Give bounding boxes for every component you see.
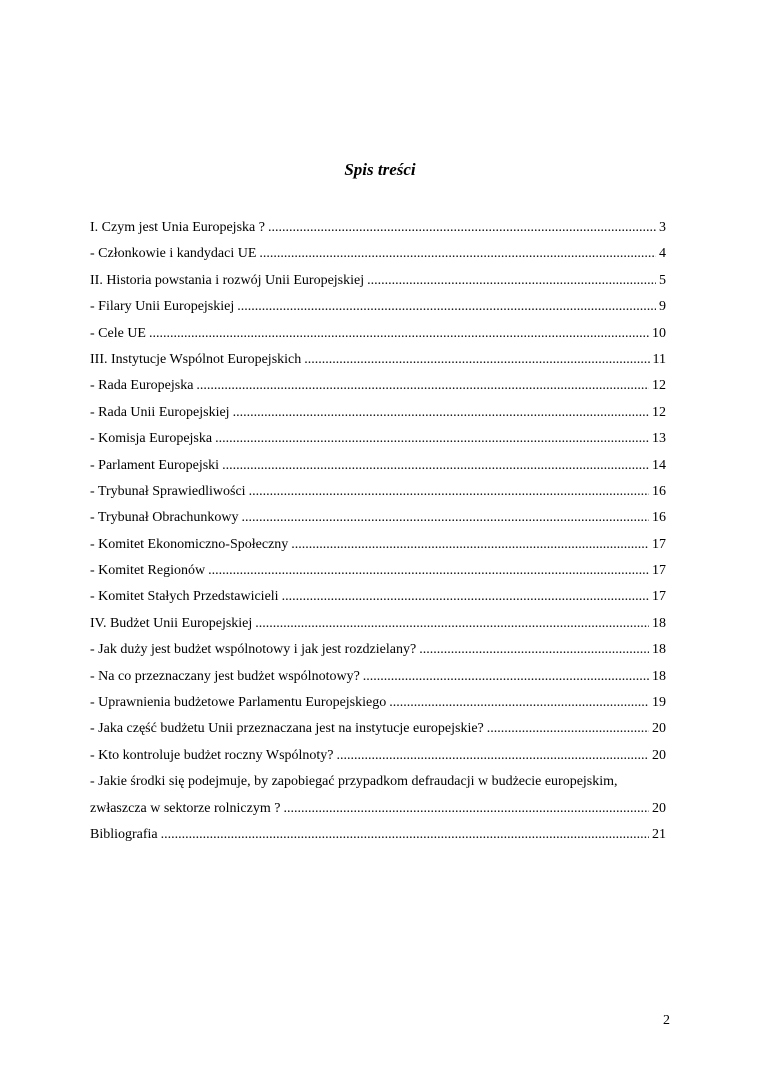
toc-entry-label: - Parlament Europejski	[90, 457, 220, 473]
toc-entry	[90, 743, 666, 769]
toc-entry	[90, 690, 666, 716]
toc-entry-label: - Na co przeznaczany jest budżet wspólnotowy?	[90, 668, 360, 684]
toc-entry	[90, 505, 666, 531]
toc-leader-dots	[161, 822, 649, 848]
toc-entry-page: 5	[659, 272, 666, 288]
toc-leader-dots	[196, 373, 649, 399]
toc-leader-dots	[283, 796, 649, 822]
toc-entry-label: - Kto kontroluje budżet roczny Wspólnoty?	[90, 747, 334, 763]
toc-entry-page: 16	[652, 483, 666, 499]
toc-entry-page: 20	[652, 800, 666, 816]
toc-leader-dots	[208, 558, 649, 584]
toc-entry-label-line1: - Jakie środki się podejmuje, by zapobiegać przypadkom defraudacji w budżecie europejskim,	[90, 774, 618, 790]
toc-entry-page: 20	[652, 721, 666, 737]
toc-leader-dots	[222, 453, 649, 479]
toc-entry-page: 19	[652, 695, 666, 711]
toc-entry	[90, 637, 666, 663]
toc-entry	[90, 241, 666, 267]
toc-entry	[90, 215, 666, 241]
toc-entry-label: - Filary Unii Europejskiej	[90, 299, 235, 315]
toc-entry-page: 18	[652, 642, 666, 658]
toc-entry	[90, 558, 666, 584]
toc-entry-label: I. Czym jest Unia Europejska ?	[90, 220, 265, 235]
toc-entry-page: 21	[652, 826, 666, 842]
toc-entry-label: - Komitet Stałych Przedstawicieli	[90, 589, 279, 605]
toc-entry-label: - Rada Unii Europejskiej	[90, 404, 230, 420]
toc-entry-page: 12	[652, 404, 666, 420]
toc-entry	[90, 400, 666, 426]
toc-entry	[90, 822, 666, 848]
toc-entry-label: - Trybunał Obrachunkowy	[90, 510, 239, 526]
toc-entry-label: zwłaszcza w sektorze rolniczym ?	[90, 800, 281, 816]
toc-entry-page: 17	[652, 563, 666, 579]
toc-leader-dots	[255, 611, 649, 637]
toc-leader-dots	[237, 294, 656, 320]
page-number: 2	[663, 1013, 670, 1028]
toc-entry-page: 20	[652, 747, 666, 763]
toc-entry-label: - Komitet Regionów	[90, 563, 206, 579]
toc-entry	[90, 532, 666, 558]
toc-leader-dots	[249, 479, 649, 505]
toc-entry-label: - Rada Europejska	[90, 378, 194, 394]
toc-entry-label: - Komisja Europejska	[90, 431, 213, 447]
toc-leader-dots	[304, 347, 649, 373]
toc-leader-dots	[419, 637, 649, 663]
toc-entry-label: III. Instytucje Wspólnot Europejskich	[90, 351, 302, 367]
toc-entry-page: 4	[659, 246, 666, 262]
toc-entry-page: 18	[652, 668, 666, 684]
toc-entry-page: 9	[659, 299, 666, 315]
toc-leader-dots	[282, 584, 649, 610]
toc-entry-label: - Członkowie i kandydaci UE	[90, 246, 257, 262]
toc-entry-page: 16	[652, 510, 666, 526]
toc-entry-page: 14	[652, 457, 666, 473]
toc-entry-label: II. Historia powstania i rozwój Unii Europejskiej	[90, 272, 365, 288]
toc-entry	[90, 716, 666, 742]
toc-leader-dots	[291, 532, 649, 558]
toc-entry-page: 17	[652, 536, 666, 552]
toc-leader-dots	[389, 690, 649, 716]
toc-entry-label: - Cele UE	[90, 325, 146, 341]
toc-entry	[90, 611, 666, 637]
toc-leader-dots	[233, 400, 649, 426]
toc-entry	[90, 426, 666, 452]
toc-leader-dots	[268, 215, 656, 241]
toc-leader-dots	[337, 743, 649, 769]
toc-leader-dots	[487, 716, 649, 742]
toc-leader-dots	[363, 664, 649, 690]
toc-entry-page: 10	[652, 325, 666, 341]
toc-entry-label: - Uprawnienia budżetowe Parlamentu Europejskiego	[90, 695, 387, 711]
toc-entry-label: Bibliografia	[90, 826, 158, 842]
toc-leader-dots	[215, 426, 649, 452]
toc-entry	[90, 664, 666, 690]
toc-entry	[90, 479, 666, 505]
toc-leader-dots	[367, 268, 656, 294]
toc-leader-dots	[242, 505, 649, 531]
toc-entry	[90, 321, 666, 347]
toc-leader-dots	[259, 241, 656, 267]
toc-entry-page: 12	[652, 378, 666, 394]
table-of-contents	[90, 215, 666, 848]
toc-entry-page: 13	[652, 431, 666, 447]
toc-entry	[90, 294, 666, 320]
toc-entry-label: - Jak duży jest budżet wspólnotowy i jak jest rozdzielany?	[90, 642, 417, 658]
toc-entry-label: - Jaka część budżetu Unii przeznaczana jest na instytucje europejskie?	[90, 721, 484, 737]
toc-entry-label: IV. Budżet Unii Europejskiej	[90, 615, 253, 631]
toc-entry	[90, 453, 666, 479]
toc-entry	[90, 584, 666, 610]
toc-entry-page: 18	[652, 615, 666, 631]
toc-entry	[90, 347, 666, 373]
toc-entry-page: 17	[652, 589, 666, 605]
toc-entry-page: 11	[652, 351, 666, 367]
toc-entry-page: 3	[659, 220, 666, 235]
toc-entry	[90, 373, 666, 399]
toc-entry-label: - Komitet Ekonomiczno-Społeczny	[90, 536, 289, 552]
toc-entry	[90, 268, 666, 294]
toc-entry	[90, 796, 666, 822]
toc-leader-dots	[149, 321, 649, 347]
toc-title: Spis treści	[344, 160, 416, 179]
toc-entry-label: - Trybunał Sprawiedliwości	[90, 483, 246, 499]
